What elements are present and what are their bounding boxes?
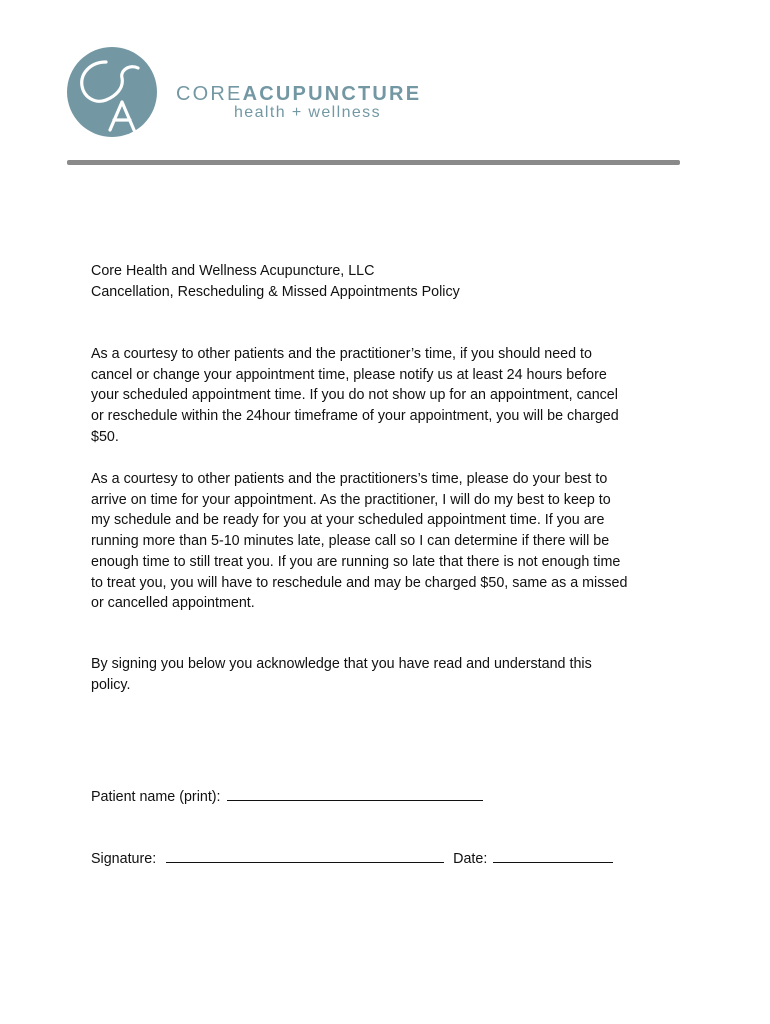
policy-title: Cancellation, Rescheduling & Missed Appointments Policy [91, 283, 460, 300]
date-label: Date: [453, 851, 488, 867]
brand-name-acupuncture: ACUPUNCTURE [242, 83, 422, 105]
paragraph-lateness [91, 469, 691, 614]
patient-name-field[interactable] [227, 786, 483, 801]
paragraph-line: or reschedule within the 24hour timeframe of your appointment, you will be charged [91, 408, 619, 425]
date-field[interactable] [493, 848, 613, 863]
paragraph-cancellation [91, 344, 691, 448]
paragraph-line: my schedule and be ready for you at your scheduled appointment time. If you are [91, 512, 605, 529]
paragraph-line: $50. [91, 428, 119, 445]
signature-field[interactable] [166, 848, 444, 863]
ca-monogram-logo-icon [66, 44, 162, 140]
paragraph-line: As a courtesy to other patients and the practitioners’s time, please do your best to [91, 471, 608, 487]
paragraph-line: cancel or change your appointment time, please notify us at least 24 hours before [91, 366, 607, 383]
paragraph-line: your scheduled appointment time. If you do not show up for an appointment, cancel [91, 387, 618, 404]
paragraph-line: arrive on time for your appointment. As the practitioner, I will do my best to keep to [91, 491, 611, 508]
paragraph-acknowledgement [91, 654, 691, 695]
paragraph-line: As a courtesy to other patients and the practitioner’s time, if you should need to [91, 346, 592, 362]
header-divider [67, 160, 680, 165]
policy-heading [91, 261, 691, 302]
paragraph-line: policy. [91, 676, 131, 693]
patient-name-row [91, 786, 483, 807]
paragraph-line: running more than 5-10 minutes late, please call so I can determine if there will be [91, 533, 610, 550]
paragraph-line: or cancelled appointment. [91, 595, 255, 612]
patient-name-label: Patient name (print): [91, 789, 221, 805]
brand-name-core: CORE [176, 83, 243, 105]
brand-name [176, 84, 421, 104]
brand-tagline: health + wellness [234, 104, 381, 121]
signature-label: Signature: [91, 851, 157, 867]
paragraph-line: to treat you, you will have to reschedule and may be charged $50, same as a missed [91, 574, 628, 591]
policy-document [91, 261, 691, 693]
company-logo [66, 44, 426, 144]
company-name: Core Health and Wellness Acupuncture, LLC [91, 263, 375, 279]
paragraph-line: By signing you below you acknowledge that you have read and understand this [91, 656, 592, 672]
paragraph-line: enough time to still treat you. If you are running so late that there is not enough time [91, 553, 621, 570]
signature-row [91, 848, 613, 869]
